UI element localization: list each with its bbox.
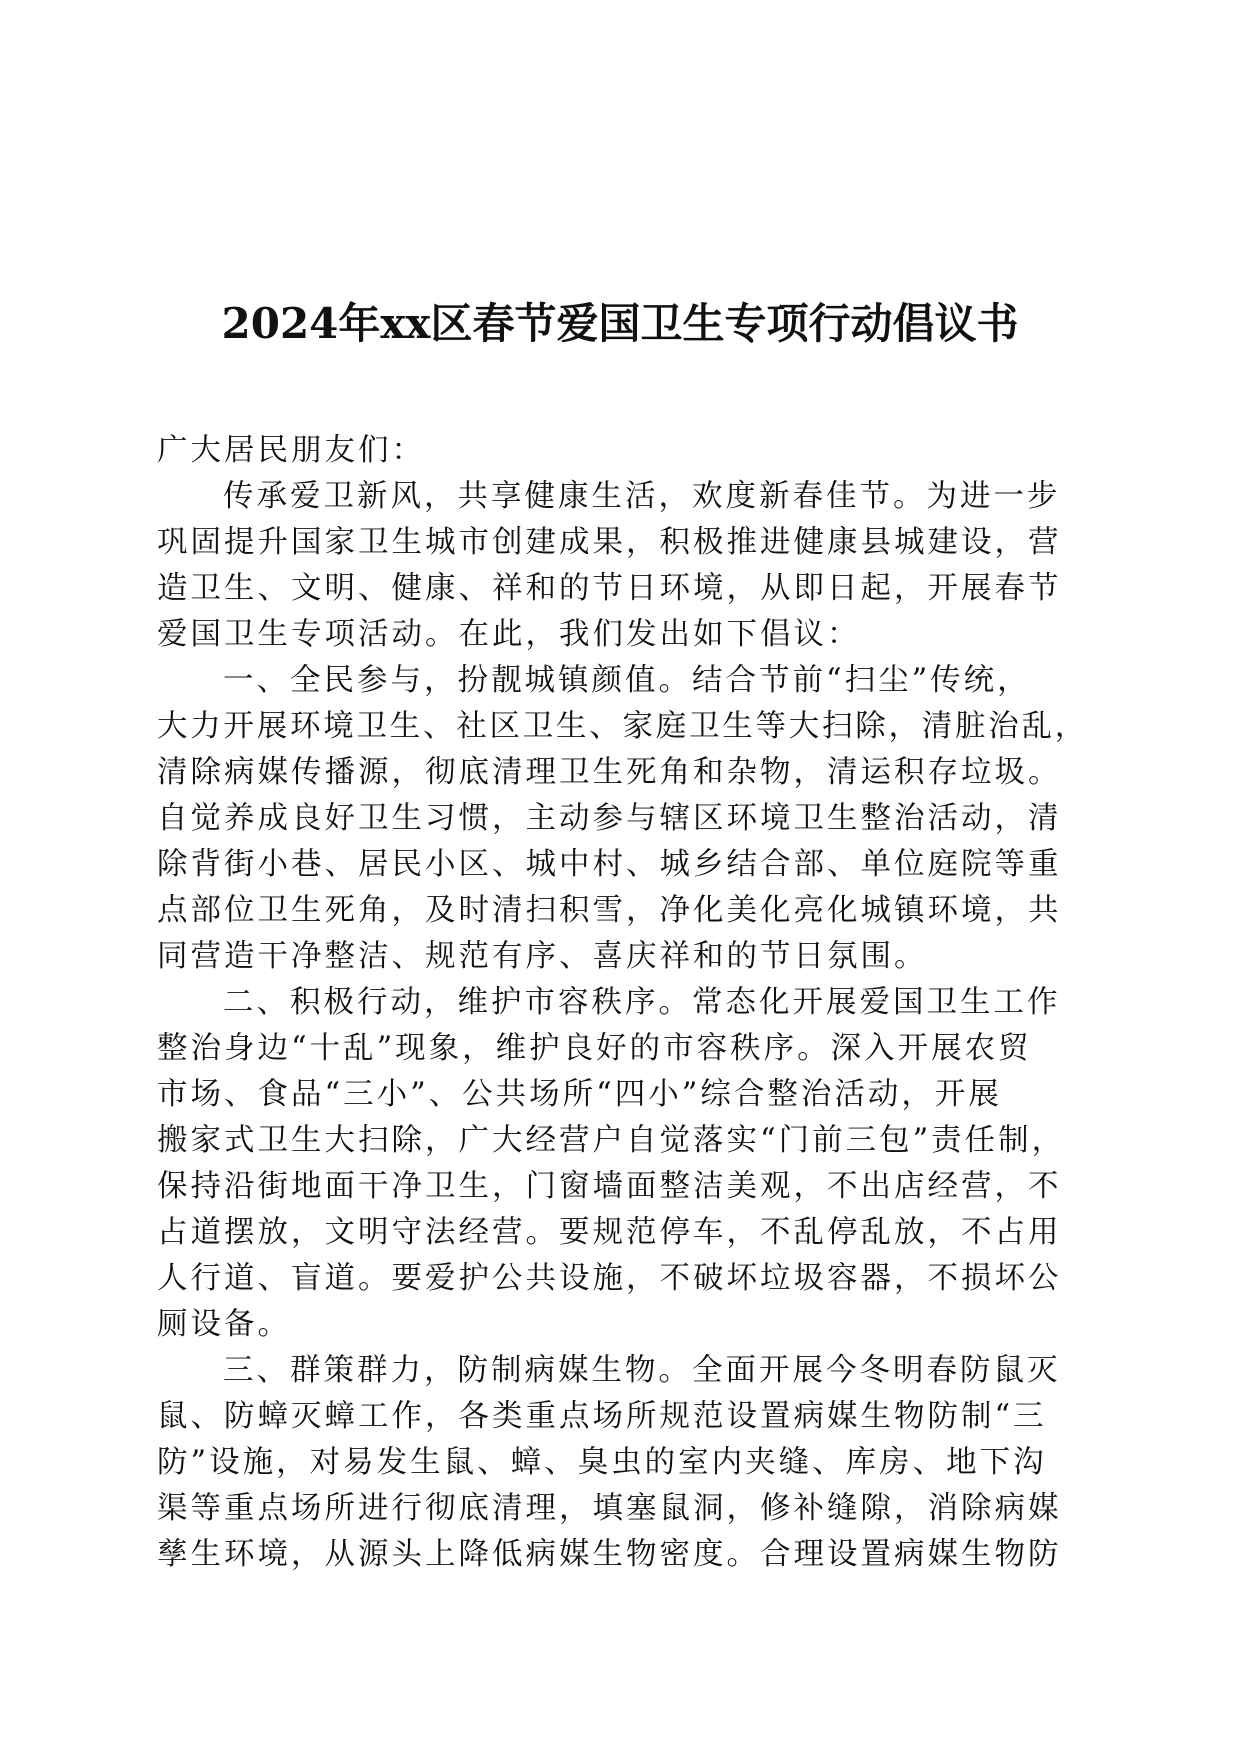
text-line: 占道摆放，文明守法经营。要规范停车，不乱停乱放，不占用	[157, 1215, 1062, 1250]
text-line: 点部位卫生死角，及时清扫积雪，净化美化亮化城镇环境，共	[157, 893, 1062, 928]
text-line: 鼠、防蟑灭蟑工作，各类重点场所规范设置病媒生物防制“三	[157, 1399, 1047, 1434]
text-line: 除背街小巷、居民小区、城中村、城乡结合部、单位庭院等重	[157, 847, 1062, 882]
text-line: 保持沿街地面干净卫生，门窗墙面整洁美观，不出店经营，不	[157, 1169, 1062, 1204]
text-line: 传承爱卫新风，共享健康生活，欢度新春佳节。为进一步	[223, 479, 1061, 514]
text-line: 同营造干净整洁、规范有序、喜庆祥和的节日氛围。	[157, 939, 928, 974]
text-line: 广大居民朋友们：	[157, 433, 425, 468]
text-line: 厕设备。	[157, 1307, 291, 1342]
text-line: 孳生环境，从源头上降低病媒生物密度。合理设置病媒生物防	[157, 1537, 1062, 1572]
text-line: 搬家式卫生大扫除，广大经营户自觉落实“门前三包”责任制，	[157, 1123, 1066, 1158]
text-line: 人行道、盲道。要爱护公共设施，不破坏垃圾容器，不损坏公	[157, 1261, 1062, 1296]
text-line: 整治身边“十乱”现象，维护良好的市容秩序。深入开展农贸	[157, 1031, 1032, 1066]
text-line: 市场、食品“三小”、公共场所“四小”综合整治活动，开展	[157, 1077, 1002, 1112]
text-line: 自觉养成良好卫生习惯，主动参与辖区环境卫生整治活动，清	[157, 801, 1062, 836]
text-line: 大力开展环境卫生、社区卫生、家庭卫生等大扫除，清脏治乱，	[157, 709, 1088, 744]
text-line: 二、积极行动，维护市容秩序。常态化开展爱国卫生工作	[223, 985, 1061, 1020]
text-line: 爱国卫生专项活动。在此，我们发出如下倡议：	[157, 617, 861, 652]
text-line: 一、全民参与，扮靓城镇颜值。结合节前“扫尘”传统，	[223, 663, 1031, 698]
text-line: 巩固提升国家卫生城市创建成果，积极推进健康县城建设，营	[157, 525, 1062, 560]
text-line: 造卫生、文明、健康、祥和的节日环境，从即日起，开展春节	[157, 571, 1062, 606]
text-line: 防”设施，对易发生鼠、蟑、臭虫的室内夹缝、库房、地下沟	[157, 1445, 1047, 1480]
document-title: 2024年xx区春节爱国卫生专项行动倡议书	[221, 299, 1019, 348]
text-line: 渠等重点场所进行彻底清理，填塞鼠洞，修补缝隙，消除病媒	[157, 1491, 1062, 1526]
document-body	[157, 428, 1089, 1578]
text-line: 三、群策群力，防制病媒生物。全面开展今冬明春防鼠灭	[223, 1353, 1061, 1388]
text-line: 清除病媒传播源，彻底清理卫生死角和杂物，清运积存垃圾。	[157, 755, 1062, 790]
